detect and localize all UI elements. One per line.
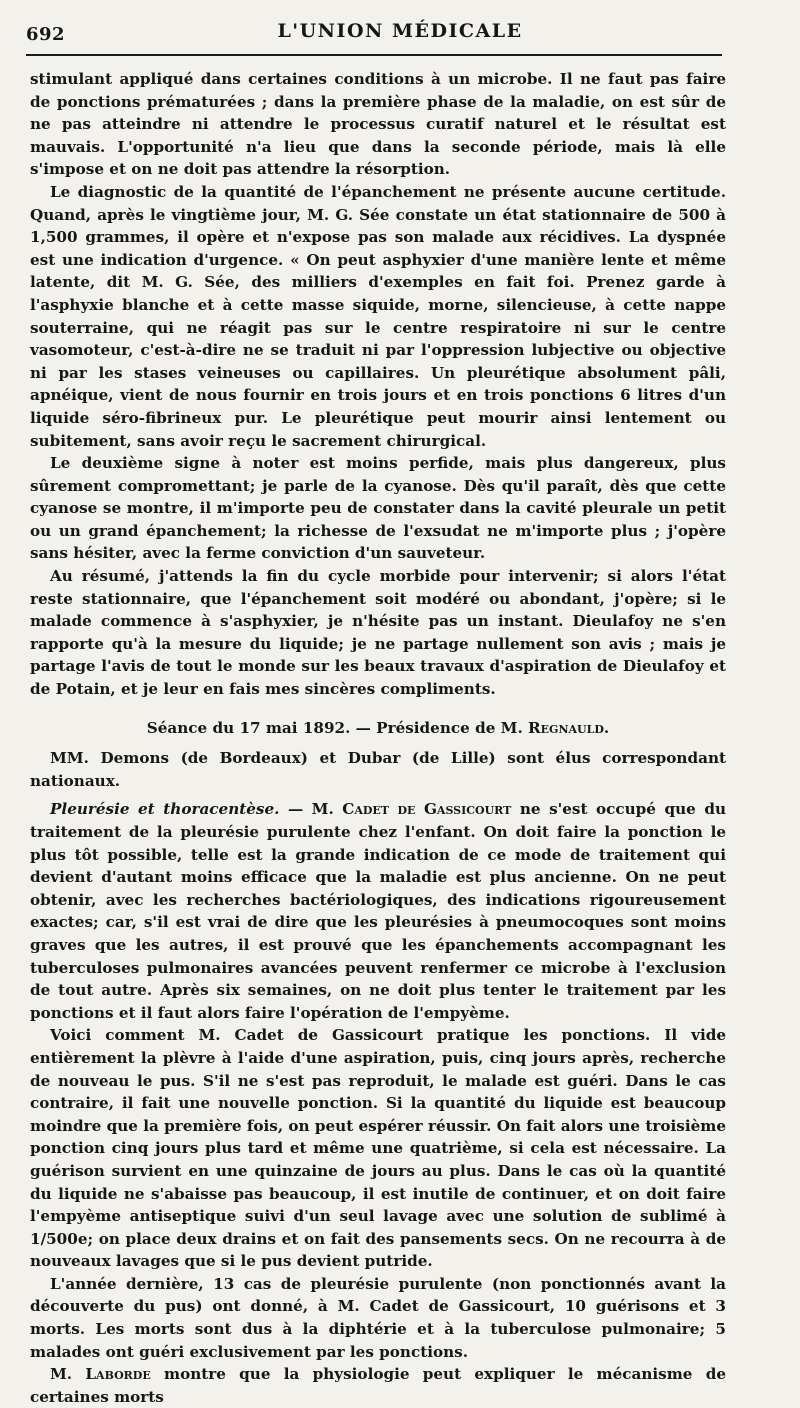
speaker-name: Cadet de Gassicourt xyxy=(342,800,512,819)
paragraph-members: MM. Demons (de Bordeaux) et Dubar (de Lille) sont élus correspondant nationaux. xyxy=(30,749,726,790)
paragraph-cyanose: Le deuxième signe à noter est moins perfide, mais plus dangereux, plus sûrement compromettant; je parle de la cyanose. Dès qu'il paraît, dès que cette cyanose se montre, il m'importe peu de constater dans la cavité pleurale un petit ou un grand épanchement; la richesse de l'exsudat ne m'importe plus ; j'opère sans hésiter, avec la ferme conviction d'un sauveteur. xyxy=(30,454,726,563)
page-number: 692 xyxy=(26,24,66,45)
paragraph-diagnostic: Le diagnostic de la quantité de l'épanchement ne présente aucune certitude. Quand, après le vingtième jour, M. G. Sée constate un état stationnaire de 500 à 1,500 grammes, il opère et n'expose pas son malade aux récidives. La dyspnée est une indication d'urgence. « On peut asphyxier d'une manière lente et même latente, dit M. G. Sée, des milliers d'exemples en fait foi. Prenez garde à l'asphyxie blanche et à cette masse siquide, morne, silencieuse, à cette nappe souterraine, qui ne réagit pas sur le centre respiratoire ni sur le centre vasomoteur, c'est-à-dire ne se traduit ni par l'oppression lubjective ou objective ni par les stases veineuses ou capillaires. Un pleurétique absolument pâli, apnéique, vient de nous fournir en trois jours et en trois ponctions 6 litres d'un liquide séro-fibrineux pur. Le pleurétique peut mourir ainsi lentement ou subitement, sans avoir reçu le sacrement chirurgical. xyxy=(30,182,726,450)
header-rule xyxy=(26,54,722,56)
journal-title: L'UNION MÉDICALE xyxy=(277,20,523,42)
paragraph-resume: Au résumé, j'attends la fin du cycle morbide pour intervenir; si alors l'état reste stationnaire, que l'épanchement soit modéré ou abondant, j'opère; si le malade commence à s'asphyxier, je n'hésite pas un instant. Dieulafoy ne s'en rapporte qu'à la mesure du liquide; je ne partage nullement son avis ; mais je partage l'avis de tout le monde sur les beaux travaux d'aspiration de Dieulafoy et de Potain, et je leur en fais mes sincères compliments. xyxy=(30,567,726,699)
laborde-name: Laborde xyxy=(85,1365,151,1384)
paragraph-thoracentese: Pleurésie et thoracentèse. — M. Cadet de Gassicourt ne s'est occupé que du traitement de la pleurésie purulente chez l'enfant. On doit faire la ponction le plus tôt possible, telle est la grande indication de ce mode de traitement qui devient d'autant moins efficace que la maladie est plus ancienne. On ne peut obtenir, avec les recherches bactériologiques, des indications rigoureusement exactes; car, s'il est vrai de dire que les pleurésies à pneumocoques sont moins graves que les autres, il est prouvé que les épanchements accompagnant les tuberculoses pulmonaires avancées peuvent renfermer ce microbe à l'exclusion de tout autre. Après six semaines, on ne doit plus tenter le traitement par les ponctions et il faut alors faire l'opération de l'empyème. xyxy=(30,800,726,1022)
president-name: Regnauld xyxy=(528,718,604,737)
paragraph-continuation: stimulant appliqué dans certaines conditions à un microbe. Il ne faut pas faire de ponctions prématurées ; dans la première phase de la maladie, on est sûr de ne pas atteindre ni attendre le processus curatif naturel et le résultat est mauvais. L'opportunité n'a lieu que dans la seconde période, mais là elle s'impose et on ne doit pas attendre la résorption. xyxy=(30,70,726,179)
paragraph-ponctions: Voici comment M. Cadet de Gassicourt pratique les ponctions. Il vide entièrement la plèvre à l'aide d'une aspiration, puis, cinq jours après, recherche de nouveau le pus. S'il ne s'est pas reproduit, le malade est guéri. Dans le cas contraire, il fait une nouvelle ponction. Si la quantité du liquide est beaucoup moindre que la première fois, on peut espérer réussir. On fait alors une troisième ponction cinq jours plus tard et même une quatrième, si cela est nécessaire. La guérison survient en une quinzaine de jours au plus. Dans le cas où la quantité du liquide ne s'abaisse pas beaucoup, il est inutile de continuer, et on doit faire l'empyème antiseptique suivi d'un seul lavage avec une solution de sublimé à 1/500e; on place deux drains et on fait des pansements secs. On ne recourra à de nouveaux lavages que si le pus devient putride. xyxy=(30,1026,726,1271)
article-body xyxy=(30,68,726,1408)
session-date: Séance du 17 mai 1892. xyxy=(146,718,351,737)
paragraph-statistics: L'année dernière, 13 cas de pleurésie purulente (non ponctionnés avant la découverte du pus) ont donné, à M. Cadet de Gassicourt, 10 guérisons et 3 morts. Les morts sont dus à la diphtérie et à la tuberculose pulmonaire; 5 malades ont guéri exclusivement par les ponctions. xyxy=(30,1274,726,1361)
session-heading: Séance du 17 mai 1892. — Présidence de M. Regnauld. xyxy=(146,718,610,737)
topic-title: Pleurésie et thoracentèse. xyxy=(50,800,280,819)
paragraph-laborde: M. Laborde montre que la physiologie peut expliquer le mécanisme de certaines morts xyxy=(30,1365,726,1406)
